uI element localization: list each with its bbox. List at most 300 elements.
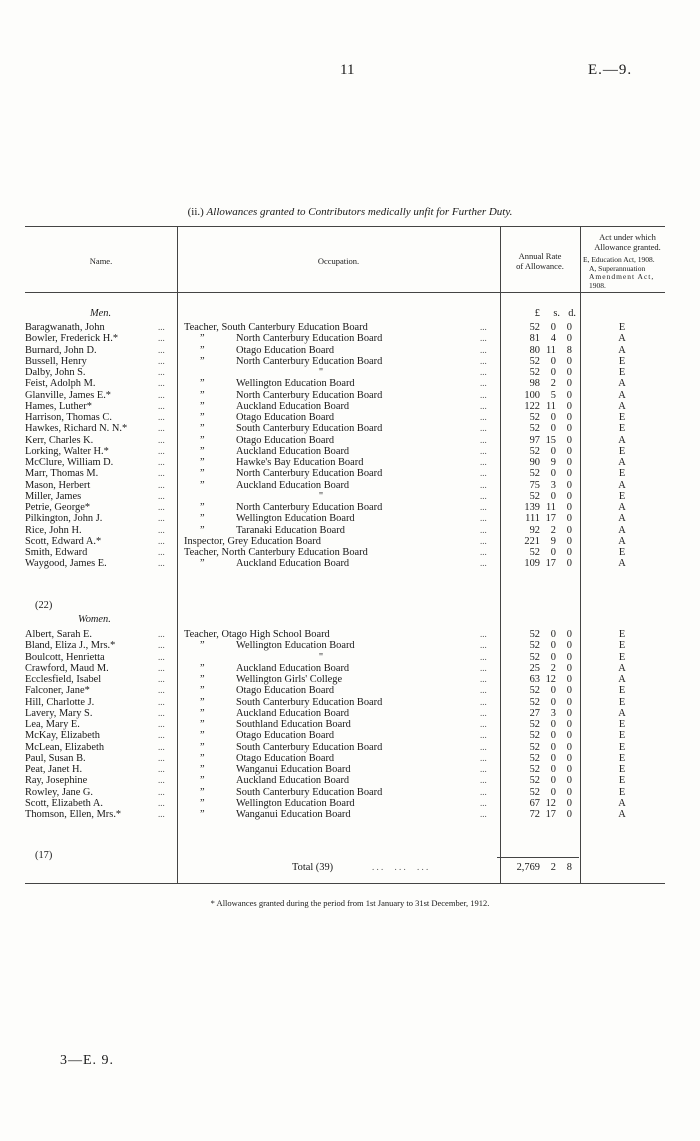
rate-pence: 0 <box>566 752 572 764</box>
occupation: Teacher, South Canterbury Education Board <box>184 322 368 333</box>
rate-pence: 0 <box>566 775 572 787</box>
contributor-name: Burnard, John D. <box>25 344 97 356</box>
shillings-unit: s. <box>553 308 560 319</box>
rate-shillings: 0 <box>550 741 556 753</box>
act-code: A <box>618 344 626 356</box>
contributor-name: Crawford, Maud M. <box>25 662 109 674</box>
act-code: E <box>618 764 626 775</box>
women-label: Women. <box>78 614 111 625</box>
rate-shillings: 2 <box>550 524 556 536</box>
occupation: " <box>318 651 324 663</box>
leader-dots: ... <box>158 797 165 808</box>
rate-pounds: 52 <box>529 322 540 333</box>
ditto-mark: ” <box>200 696 205 708</box>
rate-pounds: 63 <box>529 674 540 685</box>
contributor-name: Scott, Edward A.* <box>25 535 102 547</box>
act-code: E <box>618 730 626 742</box>
ditto-mark: ” <box>200 524 205 536</box>
rate-shillings: 17 <box>545 513 556 525</box>
contributor-name: Rice, John H. <box>25 524 82 536</box>
rate-pence: 0 <box>566 809 572 820</box>
ditto-mark: ” <box>200 674 205 685</box>
rate-pounds: 52 <box>529 730 540 742</box>
rate-pence: 0 <box>566 502 572 513</box>
act-legend-line: E, Education Act, 1908. <box>583 255 655 264</box>
occupation: North Canterbury Education Board <box>236 333 383 345</box>
leader-dots: ... <box>480 513 487 524</box>
table-bottom-rule <box>25 883 665 884</box>
leader-dots: . . . . . . . . . <box>372 862 429 872</box>
rate-shillings: 0 <box>550 696 556 708</box>
leader-dots: ... <box>480 674 487 684</box>
contributor-name: Bowler, Frederick H.* <box>25 333 119 345</box>
rate-pounds: 111 <box>525 513 540 525</box>
leader-dots: ... <box>158 322 165 332</box>
ditto-mark: ” <box>200 640 205 652</box>
contributor-name: Hames, Luther* <box>25 400 92 412</box>
occupation: Auckland Education Board <box>236 400 350 412</box>
contributor-name: Glanville, James E.* <box>25 389 111 401</box>
leader-dots: ... <box>480 752 487 763</box>
occupation: Southland Education Board <box>236 719 351 730</box>
rate-pounds: 52 <box>529 423 540 435</box>
contributor-name: Hill, Charlotte J. <box>25 696 95 708</box>
section-prefix: (ii.) <box>187 206 204 218</box>
leader-dots: ... <box>480 651 487 662</box>
leader-dots: ... <box>480 344 487 355</box>
ditto-mark: ” <box>200 502 205 513</box>
rate-shillings: 0 <box>550 775 556 787</box>
rate-shillings: 11 <box>545 344 556 356</box>
contributor-name: Thomson, Ellen, Mrs.* <box>25 809 122 820</box>
rate-shillings: 0 <box>550 547 556 558</box>
rate-pence: 0 <box>566 741 572 753</box>
column-header-occupation: Occupation. <box>317 256 360 266</box>
occupation: Wanganui Education Board <box>236 809 351 820</box>
contributor-name: Baragwanath, John <box>25 322 105 333</box>
rate-shillings: 0 <box>550 468 556 480</box>
act-code: A <box>618 513 626 525</box>
rate-pounds: 52 <box>529 719 540 730</box>
rate-shillings: 9 <box>550 457 556 468</box>
rate-pounds: 72 <box>529 809 540 820</box>
ditto-mark: ” <box>200 344 205 356</box>
leader-dots: ... <box>158 809 165 819</box>
leader-dots: ... <box>158 685 165 696</box>
contributor-name: McClure, William D. <box>25 457 114 468</box>
ditto-mark: ” <box>200 333 205 345</box>
contributor-name: Scott, Elizabeth A. <box>25 797 103 809</box>
total-rule <box>497 857 579 858</box>
occupation: Wellington Girls' College <box>236 674 343 685</box>
ditto-mark: ” <box>200 809 205 820</box>
contributor-name: Albert, Sarah E. <box>25 629 92 640</box>
leader-dots: ... <box>480 764 487 774</box>
leader-dots: ... <box>480 775 487 786</box>
rate-shillings: 12 <box>545 797 556 809</box>
leader-dots: ... <box>158 468 165 479</box>
rate-pence: 0 <box>566 651 572 663</box>
rate-pence: 0 <box>566 468 572 480</box>
ditto-mark: ” <box>200 775 205 787</box>
rate-shillings: 4 <box>550 333 556 345</box>
men-count: (22) <box>35 600 53 611</box>
rate-shillings: 11 <box>545 400 556 412</box>
leader-dots: ... <box>480 786 487 797</box>
act-code: E <box>618 640 626 652</box>
contributor-name: Rowley, Jane G. <box>25 786 94 798</box>
leader-dots: ... <box>158 730 165 741</box>
occupation: South Canterbury Education Board <box>236 741 383 753</box>
rate-pence: 0 <box>566 719 572 730</box>
leader-dots: ... <box>480 662 487 673</box>
occupation: Wellington Education Board <box>236 797 355 809</box>
leader-dots: ... <box>480 434 487 445</box>
leader-dots: ... <box>158 479 165 490</box>
leader-dots: ... <box>480 547 487 557</box>
column-divider <box>580 226 581 883</box>
act-code: E <box>618 547 626 558</box>
occupation: Otago Education Board <box>236 685 335 697</box>
act-code: A <box>618 457 626 468</box>
ditto-mark: ” <box>200 719 205 730</box>
occupation: " <box>318 367 324 378</box>
leader-dots: ... <box>158 367 165 377</box>
rate-pounds: 92 <box>529 524 540 536</box>
leader-dots: ... <box>480 412 487 422</box>
rate-pounds: 52 <box>529 367 540 378</box>
rate-pounds: 52 <box>529 752 540 764</box>
rate-shillings: 0 <box>550 685 556 697</box>
ditto-mark: ” <box>200 786 205 798</box>
contributor-name: McLean, Elizabeth <box>25 741 105 753</box>
leader-dots: ... <box>480 719 487 729</box>
rate-shillings: 17 <box>545 809 556 820</box>
rate-shillings: 9 <box>550 535 556 547</box>
act-code: A <box>618 809 626 820</box>
act-code: A <box>618 674 626 685</box>
act-code: E <box>618 423 626 435</box>
rate-shillings: 17 <box>545 558 556 570</box>
leader-dots: ... <box>480 696 487 707</box>
leader-dots: ... <box>158 457 165 467</box>
act-code: E <box>618 445 626 457</box>
rate-pounds: 52 <box>529 651 540 663</box>
contributor-name: Pilkington, John J. <box>25 513 103 525</box>
rate-pounds: 52 <box>529 741 540 753</box>
rate-pence: 0 <box>566 434 572 446</box>
leader-dots: ... <box>480 809 487 819</box>
rate-header-line: of Allowance. <box>516 261 564 271</box>
rate-pence: 0 <box>566 524 572 536</box>
leader-dots: ... <box>158 389 165 400</box>
rate-pence: 0 <box>566 367 572 378</box>
page-reference: E.—9. <box>588 62 633 78</box>
column-header-rate <box>500 251 580 271</box>
rate-pence: 0 <box>566 400 572 412</box>
rate-pence: 0 <box>566 479 572 491</box>
act-code: E <box>618 685 626 697</box>
act-code: A <box>618 524 626 536</box>
contributor-name: McKay, Elizabeth <box>25 730 100 742</box>
ditto-mark: ” <box>200 457 205 468</box>
page-number: 11 <box>340 62 355 78</box>
leader-dots: ... <box>158 434 165 445</box>
leader-dots: ... <box>480 524 487 535</box>
leader-dots: ... <box>158 775 165 786</box>
rate-shillings: 0 <box>550 423 556 435</box>
rate-pounds: 100 <box>524 389 540 401</box>
contributor-name: Lavery, Mary S. <box>25 707 93 719</box>
leader-dots: ... <box>480 797 487 808</box>
leader-dots: ... <box>158 629 165 639</box>
occupation: Teacher, North Canterbury Education Board <box>184 547 368 558</box>
act-code: A <box>618 400 626 412</box>
ditto-mark: ” <box>200 434 205 446</box>
occupation: North Canterbury Education Board <box>236 355 383 367</box>
contributor-name: Feist, Adolph M. <box>25 378 96 390</box>
rate-shillings: 0 <box>550 651 556 663</box>
act-code: E <box>618 355 626 367</box>
leader-dots: ... <box>480 445 487 456</box>
men-label: Men. <box>90 308 112 319</box>
rate-pence: 0 <box>566 423 572 435</box>
rate-pence: 0 <box>566 412 572 423</box>
rate-pence: 0 <box>566 355 572 367</box>
act-code: E <box>618 775 626 787</box>
contributor-name: Dalby, John S. <box>25 367 86 378</box>
leader-dots: ... <box>480 367 487 377</box>
occupation: Inspector, Grey Education Board <box>184 535 321 547</box>
act-code: E <box>618 719 626 730</box>
leader-dots: ... <box>158 674 165 684</box>
contributor-name: Falconer, Jane* <box>25 685 90 697</box>
rate-pence: 0 <box>566 535 572 547</box>
occupation: " <box>318 490 324 502</box>
act-code: E <box>618 741 626 753</box>
leader-dots: ... <box>158 490 165 501</box>
leader-dots: ... <box>158 502 165 512</box>
rate-pounds: 80 <box>529 344 540 356</box>
rate-pounds: 52 <box>529 775 540 787</box>
leader-dots: ... <box>480 707 487 718</box>
contributor-name: Smith, Edward <box>25 547 88 558</box>
act-code: E <box>618 786 626 798</box>
women-count: (17) <box>35 850 53 861</box>
rate-pounds: 221 <box>524 535 540 547</box>
rate-shillings: 0 <box>550 412 556 423</box>
leader-dots: ... <box>480 468 487 479</box>
rate-pounds: 52 <box>529 629 540 640</box>
rate-shillings: 0 <box>550 730 556 742</box>
section-title-text: Allowances granted to Contributors medically unfit for Further Duty. <box>206 206 513 218</box>
rate-pounds: 52 <box>529 640 540 652</box>
act-code: E <box>618 468 626 480</box>
rate-pounds: 52 <box>529 685 540 697</box>
occupation: Auckland Education Board <box>236 479 350 491</box>
contributor-name: Ray, Josephine <box>25 775 88 787</box>
occupation: Wellington Education Board <box>236 640 355 652</box>
rate-shillings: 0 <box>550 629 556 640</box>
ditto-mark: ” <box>200 558 205 570</box>
leader-dots: ... <box>158 513 165 524</box>
act-code: A <box>618 502 626 513</box>
leader-dots: ... <box>480 322 487 332</box>
leader-dots: ... <box>480 400 487 411</box>
section-title <box>0 206 700 218</box>
total-pence: 8 <box>566 862 572 873</box>
rate-shillings: 15 <box>545 434 556 446</box>
rate-pounds: 75 <box>529 479 540 491</box>
act-code: A <box>618 535 626 547</box>
rate-pounds: 98 <box>529 378 540 390</box>
rate-pence: 0 <box>566 685 572 697</box>
act-code: E <box>618 629 626 640</box>
rate-pounds: 27 <box>529 707 540 719</box>
rate-pence: 0 <box>566 490 572 502</box>
ditto-mark: ” <box>200 797 205 809</box>
rate-pence: 0 <box>566 322 572 333</box>
ditto-mark: ” <box>200 764 205 775</box>
leader-dots: ... <box>158 535 165 546</box>
rate-shillings: 2 <box>550 378 556 390</box>
rate-header-line: Annual Rate <box>518 251 562 261</box>
occupation: South Canterbury Education Board <box>236 696 383 708</box>
rate-pounds: 52 <box>529 490 540 502</box>
footnote: * Allowances granted during the period from 1st January to 31st December, 1912. <box>210 898 490 908</box>
contributor-name: Bussell, Henry <box>25 355 87 367</box>
occupation: Otago Education Board <box>236 752 335 764</box>
leader-dots: ... <box>158 707 165 718</box>
occupation: Auckland Education Board <box>236 662 350 674</box>
leader-dots: ... <box>158 423 165 434</box>
leader-dots: ... <box>480 457 487 467</box>
ditto-mark: ” <box>200 752 205 764</box>
rate-shillings: 0 <box>550 719 556 730</box>
rate-pence: 0 <box>566 696 572 708</box>
rate-shillings: 3 <box>550 479 556 491</box>
rate-pence: 0 <box>566 786 572 798</box>
occupation: Auckland Education Board <box>236 707 350 719</box>
ditto-mark: ” <box>200 741 205 753</box>
column-header-name: Name. <box>89 256 113 266</box>
total-shillings: 2 <box>550 862 556 873</box>
rate-pence: 0 <box>566 797 572 809</box>
rate-shillings: 0 <box>550 322 556 333</box>
leader-dots: ... <box>158 378 165 389</box>
act-code: A <box>618 333 626 345</box>
rate-pounds: 52 <box>529 764 540 775</box>
leader-dots: ... <box>158 445 165 456</box>
occupation: Auckland Education Board <box>236 558 350 570</box>
column-header-act <box>580 232 675 252</box>
rate-pence: 0 <box>566 662 572 674</box>
occupation: Wellington Education Board <box>236 513 355 525</box>
leader-dots: ... <box>480 558 487 569</box>
column-divider <box>177 226 178 883</box>
act-code: A <box>618 662 626 674</box>
contributor-name: Miller, James <box>25 490 82 502</box>
contributor-name: Ecclesfield, Isabel <box>25 674 102 685</box>
ditto-mark: ” <box>200 423 205 435</box>
leader-dots: ... <box>158 355 165 366</box>
rate-pounds: 52 <box>529 468 540 480</box>
contributor-name: Waygood, James E. <box>25 558 107 570</box>
leader-dots: ... <box>480 423 487 434</box>
rate-pence: 0 <box>566 547 572 558</box>
leader-dots: ... <box>480 490 487 501</box>
leader-dots: ... <box>480 378 487 389</box>
table-top-rule <box>25 226 665 227</box>
act-code: A <box>618 797 626 809</box>
act-code: A <box>618 707 626 719</box>
total-label: Total (39) <box>292 862 334 873</box>
leader-dots: ... <box>158 719 165 729</box>
leader-dots: ... <box>158 558 165 569</box>
act-header-line: Allowance granted. <box>594 242 661 252</box>
rate-shillings: 5 <box>550 389 556 401</box>
leader-dots: ... <box>480 479 487 490</box>
leader-dots: ... <box>480 535 487 546</box>
leader-dots: ... <box>480 730 487 741</box>
leader-dots: ... <box>480 741 487 752</box>
occupation: South Canterbury Education Board <box>236 786 383 798</box>
leader-dots: ... <box>158 547 165 557</box>
occupation: Auckland Education Board <box>236 445 350 457</box>
rate-pence: 0 <box>566 513 572 525</box>
contributor-name: Lea, Mary E. <box>25 719 80 730</box>
leader-dots: ... <box>158 400 165 411</box>
occupation: Otago Education Board <box>236 434 335 446</box>
rate-shillings: 0 <box>550 786 556 798</box>
header-bottom-rule <box>25 292 665 293</box>
occupation: Otago Education Board <box>236 344 335 356</box>
contributor-name: Marr, Thomas M. <box>25 468 99 480</box>
leader-dots: ... <box>158 640 165 651</box>
act-code: A <box>618 558 626 570</box>
page-code: 3—E. 9. <box>60 1053 115 1068</box>
rate-pence: 0 <box>566 629 572 640</box>
rate-shillings: 3 <box>550 707 556 719</box>
ditto-mark: ” <box>200 412 205 423</box>
occupation: North Canterbury Education Board <box>236 502 383 513</box>
leader-dots: ... <box>158 696 165 707</box>
act-header-line: Act under which <box>599 232 656 242</box>
rate-shillings: 0 <box>550 367 556 378</box>
rate-pounds: 52 <box>529 696 540 708</box>
rate-pounds: 67 <box>529 797 540 809</box>
leader-dots: ... <box>480 629 487 639</box>
rate-pence: 0 <box>566 457 572 468</box>
act-code: A <box>618 389 626 401</box>
rate-pence: 0 <box>566 558 572 570</box>
leader-dots: ... <box>158 344 165 355</box>
rate-pounds: 97 <box>529 434 540 446</box>
rate-shillings: 12 <box>545 674 556 685</box>
leader-dots: ... <box>158 651 165 662</box>
rate-pence: 0 <box>566 378 572 390</box>
act-code: A <box>618 378 626 390</box>
ditto-mark: ” <box>200 513 205 525</box>
rate-pounds: 25 <box>529 662 540 674</box>
ditto-mark: ” <box>200 479 205 491</box>
ditto-mark: ” <box>200 355 205 367</box>
occupation: Taranaki Education Board <box>236 524 345 536</box>
rate-pence: 0 <box>566 730 572 742</box>
occupation: Otago Education Board <box>236 412 335 423</box>
occupation: Teacher, Otago High School Board <box>184 629 330 640</box>
act-legend-line: 1908. <box>589 280 606 290</box>
